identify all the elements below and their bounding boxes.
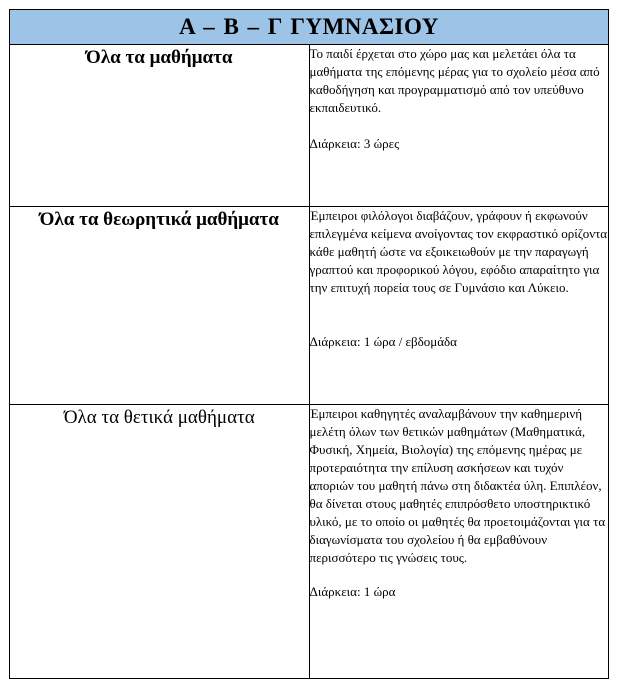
subject-cell: Όλα τα μαθήματα	[10, 45, 310, 207]
description-cell	[309, 405, 609, 679]
subject-cell: Όλα τα θεωρητικά μαθήματα	[10, 207, 310, 405]
description-cell	[309, 207, 609, 405]
table-row	[10, 207, 609, 405]
duration-text: Διάρκεια: 3 ώρες	[309, 136, 400, 151]
table-row	[10, 405, 609, 679]
description-text: Έμπειροι φιλόλογοι διαβάζουν, γράφουν ή εκφωνούν επιλεγμένα κείμενα ανοίγοντας τον εκφραστικό ορίζοντα κάθε μαθητή ώστε να εξοικειωθούν με την παραγωγή γραπτού και προφορικού λόγου, εφόδιο απαραίτητο για την επιτυχή πορεία τους σε Γυμνάσιο και Λύκειο.	[309, 208, 608, 295]
header-row	[10, 10, 609, 45]
duration-text: Διάρκεια: 1 ώρα / εβδομάδα	[309, 334, 457, 349]
subject-cell: Όλα τα θετικά μαθήματα	[10, 405, 310, 679]
gymnasium-schedule-table	[9, 9, 609, 679]
description-text: Έμπειροι καθηγητές αναλαμβάνουν την καθημερινή μελέτη όλων των θετικών μαθημάτων (Μαθηματικά, Φυσική, Χημεία, Βιολογία) της επόμενης ημέρας με προτεραιότητα την επίλυση ασκήσεων και τυχόν αποριών του μαθητή πάνω στη διδακτέα ύλη. Επιπλέον, θα δίνεται στους μαθητές επιπρόσθετο υποστηρικτικό υλικό, με το οποίο οι μαθητές θα προετοιμάζονται για τα διαγωνίσματα του σχολείου ή θα εμβαθύνουν περισσότερο τις γνώσεις τους.	[309, 406, 606, 565]
table-title: Α – Β – Γ ΓΥΜΝΑΣΙΟΥ	[10, 10, 609, 45]
table-row	[10, 45, 609, 207]
description-text: Το παιδί έρχεται στο χώρο μας και μελετάει όλα τα μαθήματα της επόμενης μέρας για το σχολείο μέσα από καθοδήγηση και προγραμματισμό από τον υπεύθυνο εκπαιδευτικό.	[309, 46, 600, 115]
duration-text: Διάρκεια: 1 ώρα	[309, 584, 396, 599]
description-cell	[309, 45, 609, 207]
